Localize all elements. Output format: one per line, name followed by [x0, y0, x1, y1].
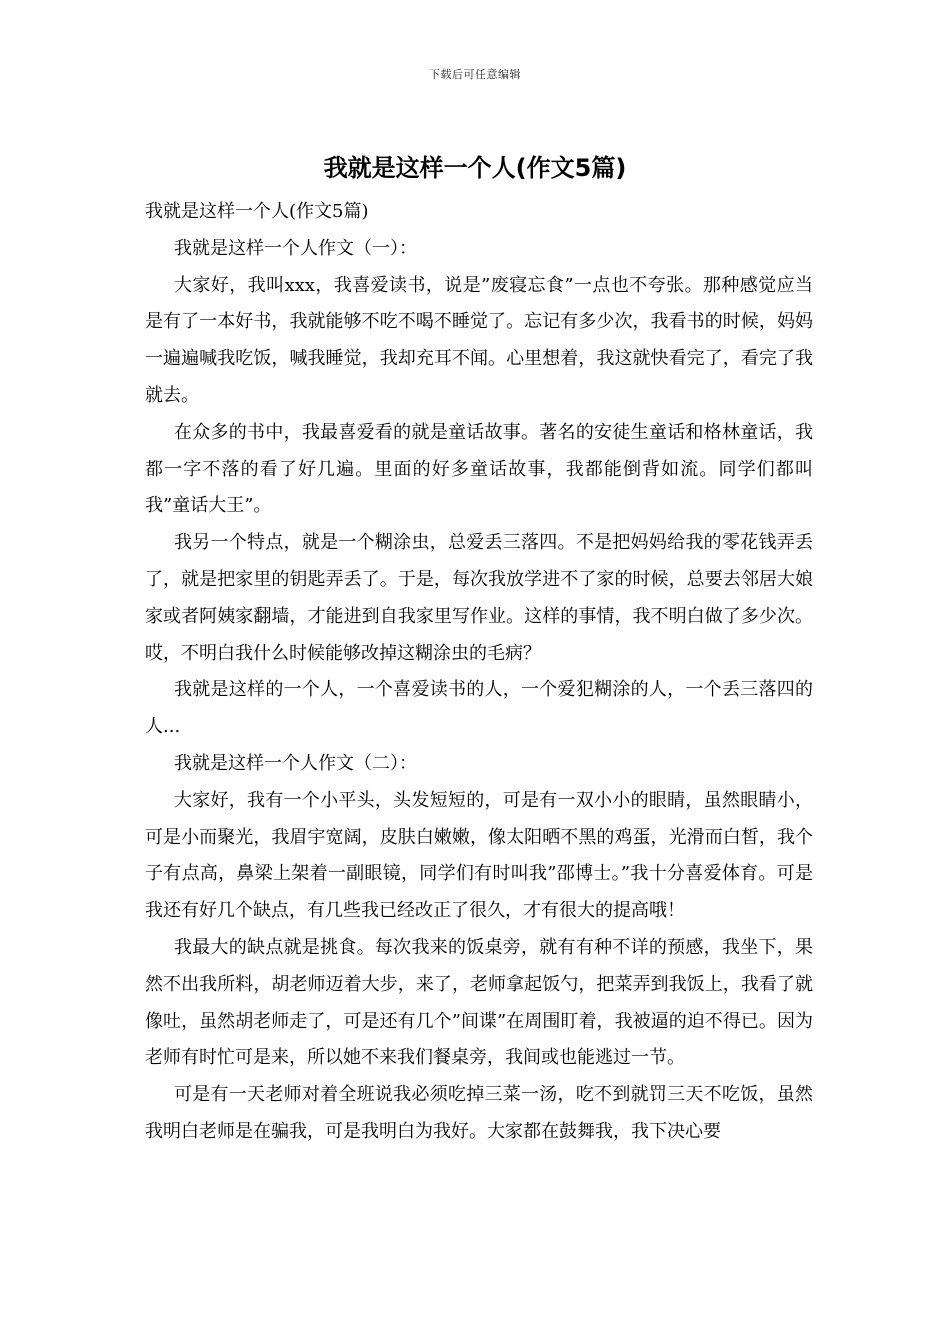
body-paragraph: 我就是这样一个人(作文5篇): [145, 201, 369, 222]
body-paragraph: 大家好，我有一个小平头，头发短短的，可是有一双小小的眼睛，虽然眼睛小，可是小而聚光，我眉宇宽阔，皮肤白嫩嫩，像太阳晒不黑的鸡蛋，光滑而白皙，我个子有点高，鼻梁上架着一副眼镜，同学们有时叫我”邵博士。”我十分喜爱体育。可是我还有好几个缺点，有几些我已经改正了很久，才有很大的提高哦！: [145, 789, 813, 922]
body-paragraph: 我最大的缺点就是挑食。每次我来的饭桌旁，就有有种不详的预感，我坐下，果然不出我所料，胡老师迈着大步，来了，老师拿起饭勺，把菜弄到我饭上，我看了就像吐，虽然胡老师走了，可是还有几个”间谍”在周围盯着，我被逼的迫不得已。因为老师有时忙可是来，所以她不来我们餐桌旁，我间或也能逃过一节。: [145, 936, 813, 1069]
body-paragraph: 我就是这样的一个人，一个喜爱读书的人，一个爱犯糊涂的人，一个丢三落四的人...: [145, 679, 813, 738]
document-title: 我就是这样一个人(作文5篇): [323, 154, 627, 182]
body-paragraph: 我另一个特点，就是一个糊涂虫，总爱丢三落四。不是把妈妈给我的零花钱弄丢了，就是把家里的钥匙弄丢了。于是，每次我放学进不了家的时候，总要去邻居大娘家或者阿姨家翻墙，才能进到自我家里写作业。这样的事情，我不明白做了多少次。哎，不明白我什么时候能够改掉这糊涂虫的毛病？: [145, 532, 813, 664]
body-paragraph: 我就是这样一个人作文（二）：: [174, 752, 417, 774]
document-body: [145, 194, 813, 1151]
header-note: 下载后可任意编辑: [429, 68, 521, 81]
body-paragraph: 我就是这样一个人作文（一）：: [174, 237, 417, 259]
body-paragraph: 大家好，我叫xxx，我喜爱读书，说是”废寝忘食”一点也不夸张。那种感觉应当是有了一本好书，我就能够不吃不喝不睡觉了。忘记有多少次，我看书的时候，妈妈一遍遍喊我吃饭，喊我睡觉，我却充耳不闻。心里想着，我这就快看完了，看完了我就去。: [145, 274, 813, 406]
body-paragraph: 在众多的书中，我最喜爱看的就是童话故事。著名的安徒生童话和格林童话，我都一字不落的看了好几遍。里面的好多童话故事，我都能倒背如流。同学们都叫我”童话大王”。: [145, 421, 813, 517]
body-paragraph: 可是有一天老师对着全班说我必须吃掉三菜一汤，吃不到就罚三天不吃饭，虽然我明白老师是在骗我，可是我明白为我好。大家都在鼓舞我，我下决心要: [145, 1084, 813, 1142]
